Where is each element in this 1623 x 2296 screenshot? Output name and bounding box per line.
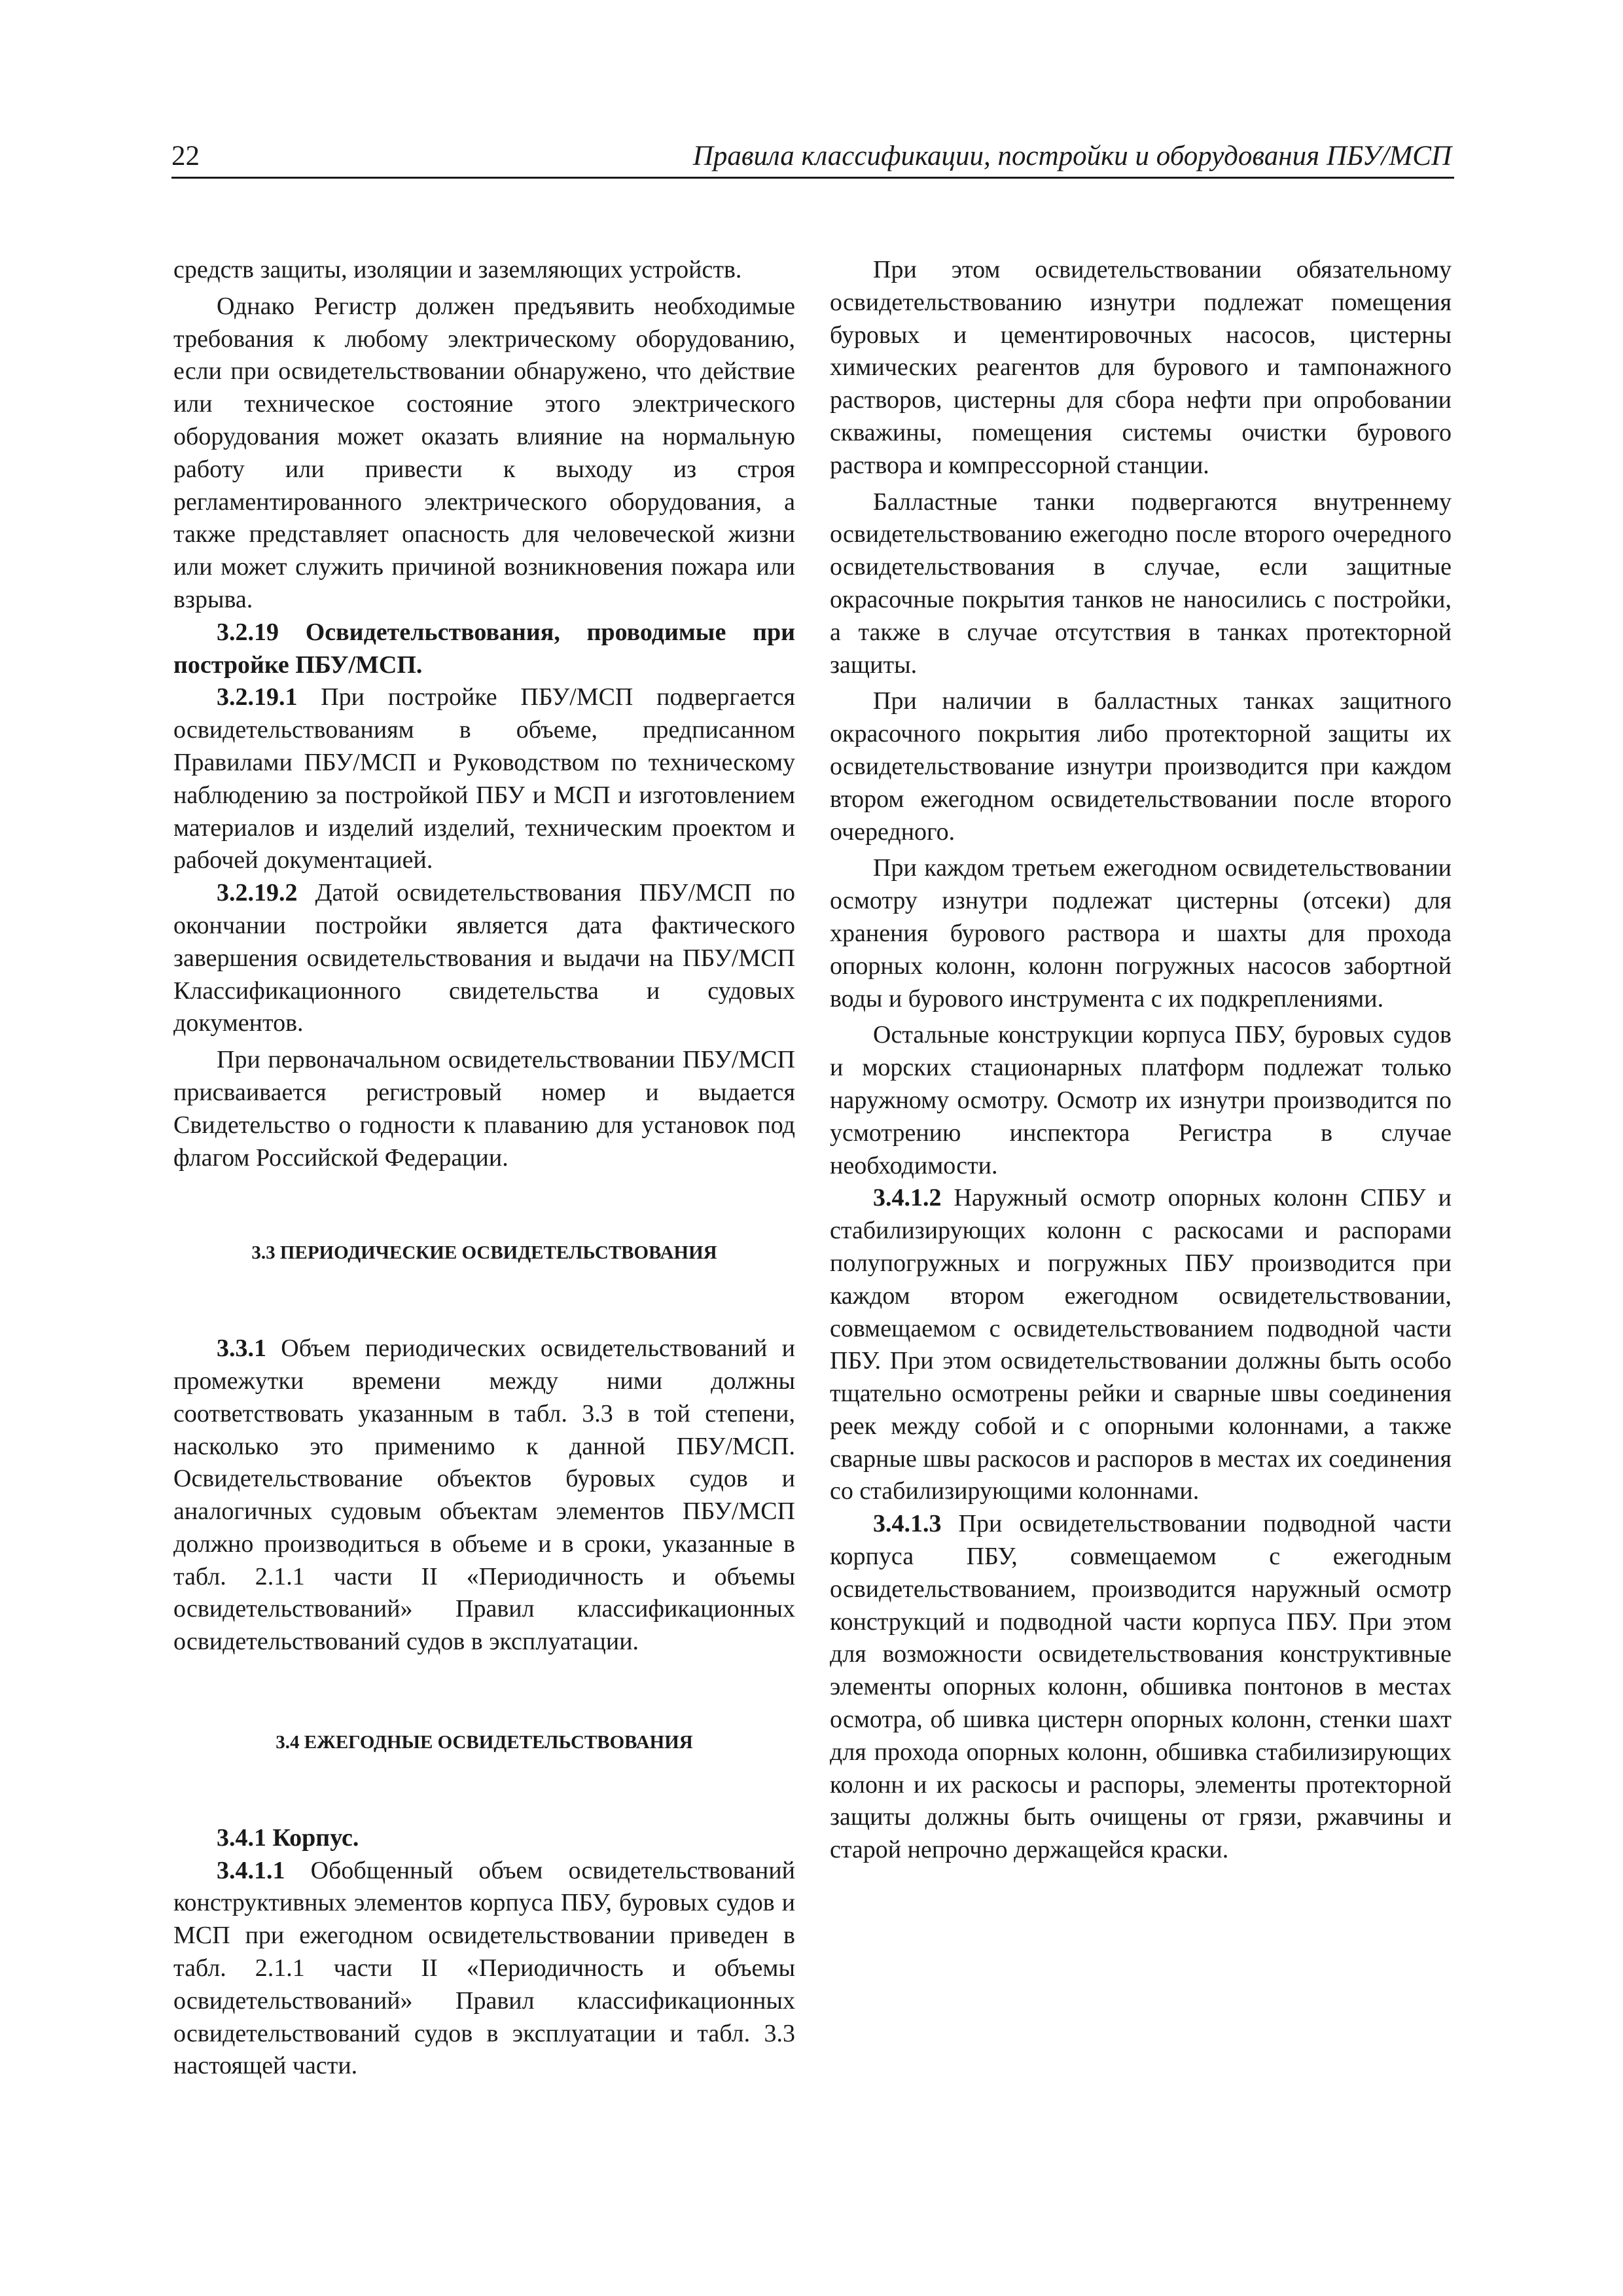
paragraph: Балластные танки подвергаются внутреннему освидетельствованию ежегодно после второго очередного освидетельствования в случае, если защитные окрасочные покрытия танков не наносились с постройки, а также в случае отсутствия в танках протекторной защиты. — [830, 488, 1452, 679]
page-number: 22 — [171, 141, 200, 171]
clause-text: Объем периодических освидетельствований и промежутки времени между ними должны соответствовать указанным в табл. 3.3 в той степени, насколько это применимо к данной ПБУ/МСП. Освидетельствование объектов буровых судов и аналогичных судовым объектам элементов ПБУ/МСП должно производиться в объеме и в сроки, указанные в табл. 2.1.1 части II «Периодичность и объемы освидетельствований» Правил классификационных освидетельствований судов в эксплуатации. — [173, 1335, 795, 1656]
subsection-heading — [173, 1822, 795, 1855]
clause-number: 3.4.1.1 — [217, 1856, 285, 1884]
header-rule — [171, 177, 1454, 179]
paragraph: При этом освидетельствовании обязательному освидетельствованию изнутри подлежат помещения буровых и цементировочных насосов, цистерны химических реагентов для бурового и тампонажного растворов, цистерны для сбора нефти при опробовании скважины, помещения системы очистки бурового раствора и компрессорной станции. — [830, 256, 1452, 479]
paragraph: При наличии в балластных танках защитного окрасочного покрытия либо протекторной защиты их освидетельствование изнутри производится при каждом втором ежегодном освидетельствовании после второго очередного. — [830, 687, 1452, 846]
left-column — [173, 254, 795, 2083]
paragraph: Однако Регистр должен предъявить необходимые требования к любому электрическому оборудованию, если при освидетельствовании обнаружено, что действие или техническое состояние этого электрического оборудования может оказать влияние на нормальную работу или привести к выходу из строя регламентированного электрического оборудования, а также представляет опасность для человеческой жизни или может служить причиной возникновения пожара или взрыва. — [173, 292, 795, 613]
paragraph: средств защиты, изоляции и заземляющих устройств. — [173, 256, 742, 283]
clause-text: При освидетельствовании подводной части корпуса ПБУ, совмещаемом с ежегодным освидетельствованием, производится наружный осмотр конструкций и подводной части корпуса ПБУ. При этом для возможности освидетельствования конструктивные элементы опорных колонн, обшивка понтонов в местах осмотра, об шивка цистерн опорных колонн, стенки шахт для прохода опорных колонн, обшивка стабилизирующих колонн и их раскосы и распоры, элементы протекторной защиты должны быть очищены от грязи, ржавчины и старой непрочно держащейся краски. — [830, 1510, 1452, 1864]
clause-number: 3.2.19.2 — [217, 879, 298, 907]
paragraph — [173, 1333, 795, 1659]
clause-text: Датой освидетельствования ПБУ/МСП по окончании постройки является дата фактического завершения освидетельствования и выдачи на ПБУ/МСП Классификационного свидетельства и судовых документов. — [173, 879, 795, 1037]
paragraph — [830, 1508, 1452, 1867]
clause-number: 3.4.1.2 — [873, 1184, 942, 1212]
heading-text: 3.2.19 Освидетельствования, проводимые при постройке ПБУ/МСП. — [173, 618, 795, 679]
paragraph — [173, 877, 795, 1040]
paragraph: При первоначальном освидетельствовании ПБУ/МСП присваивается регистровый номер и выдается Свидетельство о годности к плаванию для установок под флагом Российской Федерации. — [173, 1046, 795, 1172]
paragraph — [173, 1855, 795, 2083]
paragraph: Остальные конструкции корпуса ПБУ, буровых судов и морских стационарных платформ подлежат только наружному осмотру. Осмотр их изнутри производится по усмотрению инспектора Регистра в случае необходимости. — [830, 1021, 1452, 1179]
paragraph: При каждом третьем ежегодном освидетельствовании осмотру изнутри подлежат цистерны (отсеки) для хранения бурового раствора и шахты для прохода опорных колонн, колонн погружных насосов забортной воды и бурового инструмента с их подкреплениями. — [830, 854, 1452, 1013]
running-title: Правила классификации, постройки и оборудования ПБУ/МСП — [692, 141, 1452, 171]
heading-text: 3.4.1 Корпус. — [217, 1823, 359, 1852]
paragraph — [173, 681, 795, 877]
subsection-heading — [173, 617, 795, 682]
clause-text: Наружный осмотр опорных колонн СПБУ и стабилизирующих колонн с раскосами и распорами полупогружных и погружных ПБУ производится при каждом втором ежегодном освидетельствовании, совмещаемом с освидетельствованием подводной части ПБУ. При этом освидетельствовании должны быть особо тщательно осмотрены рейки и сварные швы соединения реек между собой и с опорными колоннами, а также сварные швы раскосов и распоров в местах их соединения со стабилизирующими колоннами. — [830, 1184, 1452, 1505]
section-heading: 3.3 ПЕРИОДИЧЕСКИЕ ОСВИДЕТЕЛЬСТВОВАНИЯ — [251, 1242, 717, 1264]
clause-number: 3.2.19.1 — [217, 683, 298, 711]
clause-text: Обобщенный объем освидетельствований конструктивных элементов корпуса ПБУ, буровых судов и МСП при ежегодном освидетельствовании приведен в табл. 2.1.1 части II «Периодичность и объемы освидетельствований» Правил классификационных освидетельствований судов в эксплуатации и табл. 3.3 настоящей части. — [173, 1856, 795, 2080]
clause-text: При постройке ПБУ/МСП подвергается освидетельствованиям в объеме, предписанном Правилами ПБУ/МСП и Руководством по техническому наблюдению за постройкой ПБУ и МСП и изготовлением материалов и изделий изделий, техническим проектом и рабочей документацией. — [173, 683, 795, 874]
section-heading: 3.4 ЕЖЕГОДНЫЕ ОСВИДЕТЕЛЬСТВОВАНИЯ — [276, 1732, 693, 1753]
paragraph — [830, 1182, 1452, 1508]
right-column — [830, 254, 1452, 1867]
clause-number: 3.4.1.3 — [873, 1510, 942, 1538]
clause-number: 3.3.1 — [217, 1335, 266, 1363]
